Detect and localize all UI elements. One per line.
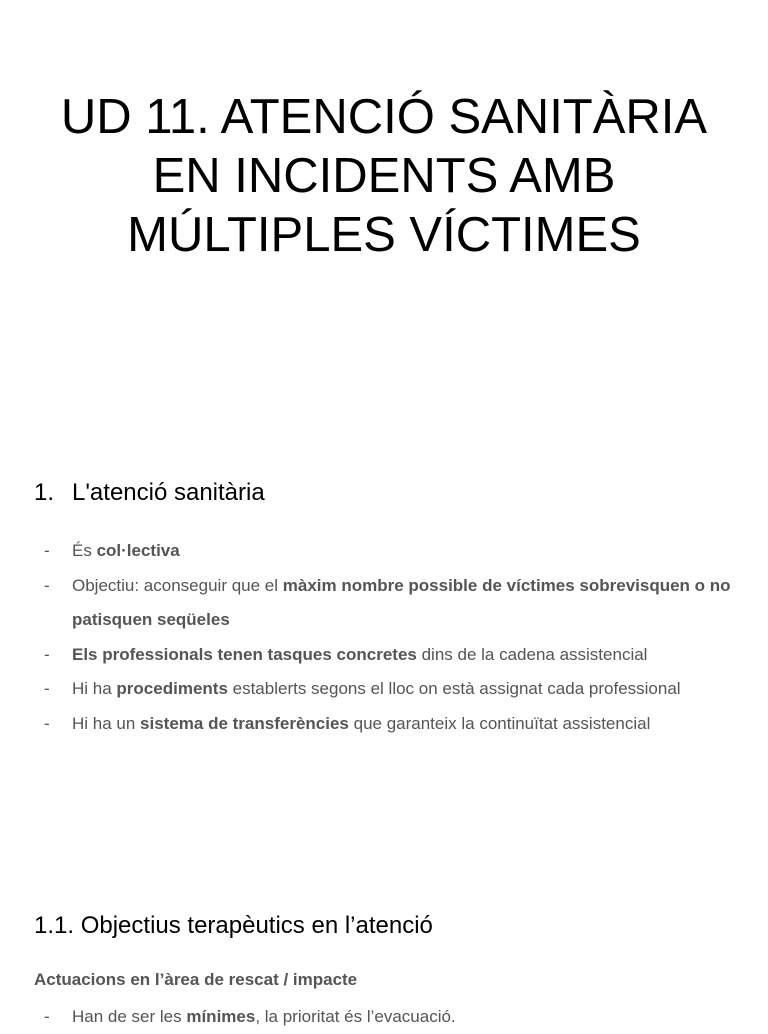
- list-item: [44, 534, 744, 569]
- section-heading: [34, 478, 265, 508]
- bullet-text: Hi ha: [72, 679, 117, 698]
- list-item: [44, 707, 744, 742]
- bullet-bold-text: col·lectiva: [96, 541, 180, 560]
- title-line-1: UD 11. ATENCIÓ SANITÀRIA: [60, 90, 708, 144]
- bullet-dash: -: [44, 679, 50, 698]
- bullet-text: Hi ha un: [72, 713, 141, 733]
- bullet-bold-text: sistema de transferències: [140, 713, 349, 733]
- bullet-dash: -: [44, 1007, 50, 1026]
- subsection-bullet-list: [44, 1000, 744, 1034]
- title-line-2: EN INCIDENTS AMB: [152, 149, 616, 203]
- bullet-list: [44, 534, 744, 741]
- bullet-text: , la prioritat és l’evacuació.: [255, 1007, 456, 1026]
- bullet-text: És: [72, 541, 97, 560]
- list-item: [44, 638, 744, 673]
- list-item: [44, 1000, 744, 1034]
- bullet-dash: -: [44, 575, 50, 595]
- bullet-dash: -: [44, 541, 50, 560]
- bullet-bold-text: Els professionals tenen tasques concretes: [72, 644, 417, 664]
- list-item: [44, 672, 744, 707]
- section-number: 1.: [34, 479, 55, 506]
- list-item: [44, 569, 744, 638]
- subsection-heading: 1.1. Objectius terapèutics en l’atenció: [34, 912, 433, 939]
- bullet-text: que garanteix la continuïtat assistencial: [348, 713, 651, 733]
- bullet-dash: -: [44, 644, 50, 664]
- bullet-text: dins de la cadena assistencial: [416, 644, 648, 664]
- bullet-bold-text: màxim nombre possible de víctimes sobrevisquen o no patisquen seqüeles: [72, 575, 731, 629]
- bullet-text: Objectiu: aconseguir que el: [72, 575, 283, 595]
- bullet-bold-text: procediments: [116, 679, 228, 698]
- bullet-bold-text: mínimes: [186, 1007, 256, 1026]
- page-title: [20, 88, 748, 265]
- bullet-text: establerts segons el lloc on està assignat cada professional: [227, 679, 681, 698]
- title-line-3: MÚLTIPLES VÍCTIMES: [127, 208, 641, 262]
- subsection-label: Actuacions en l’àrea de rescat / impacte: [34, 970, 358, 989]
- bullet-dash: -: [44, 713, 50, 733]
- bullet-text: Han de ser les: [72, 1007, 187, 1026]
- section-title: L'atenció sanitària: [72, 479, 265, 506]
